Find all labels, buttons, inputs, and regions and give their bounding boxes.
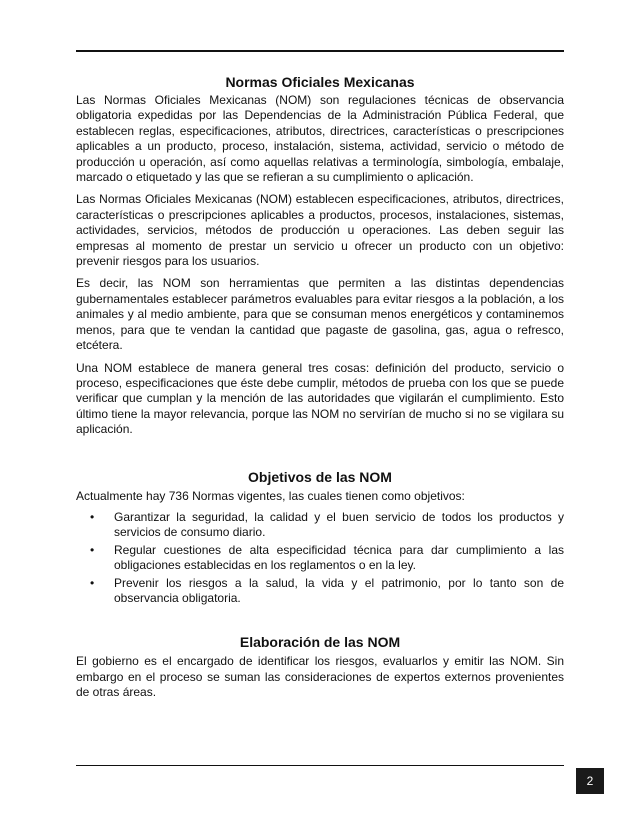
page-number: 2	[576, 768, 604, 794]
section-title-normas: Normas Oficiales Mexicanas	[225, 74, 415, 90]
bullet-icon: •	[90, 509, 95, 524]
paragraph: Las Normas Oficiales Mexicanas (NOM) son regulaciones técnicas de observancia obligatoria expedidas por las Dependencias de la Administración Pública Federal, que establecen reglas, especificaciones, atributos, directrices, características o prescripciones aplicables a un producto, proceso, instalación, sistema, actividad, servicio o método de producción u operación, así como aquellas relativas a terminología, simbología, embalaje, marcado o etiquetado y las que se refieran a su cumplimiento o aplicación.	[76, 93, 564, 185]
list-item-text: Regular cuestiones de alta especificidad técnica para dar cumplimiento a las obligaciones establecidas en los reglamentos o en la ley.	[114, 542, 564, 573]
list-item	[90, 542, 564, 574]
list-item	[90, 509, 564, 541]
paragraph: Una NOM establece de manera general tres cosas: definición del producto, servicio o proceso, especificaciones que éste debe cumplir, métodos de prueba con los que se puede verificar que cumplan y la mención de las autoridades que vigilarán el cumplimiento. Esto último tiene la mayor relevancia, porque las NOM no servirían de mucho si no se vigilara su aplicación.	[76, 360, 564, 437]
list-item	[90, 575, 564, 607]
bullet-icon: •	[90, 575, 95, 590]
page-content	[76, 74, 564, 708]
section-title-elaboracion: Elaboración de las NOM	[239, 634, 401, 651]
list-item-text: Prevenir los riesgos a la salud, la vida y el patrimonio, por lo tanto son de observancia obligatoria.	[114, 575, 564, 605]
paragraph: Las Normas Oficiales Mexicanas (NOM) establecen especificaciones, atributos, directrices, características o prescripciones aplicables a productos, procesos, instalaciones, sistemas, actividades, servicios, métodos de producción u operaciones. Las deben seguir las empresas al momento de prestar un servicio u ofrecer un producto con un objetivo: prevenir riesgos para los usuarios.	[76, 192, 564, 269]
paragraph: El gobierno es el encargado de identificar los riesgos, evaluarlos y emitir las NOM. Sin embargo en el proceso se suman las consideraciones de expertos externos provenientes de otras áreas.	[76, 654, 564, 700]
objectives-list	[76, 510, 564, 606]
section-title-objetivos: Objetivos de las NOM	[248, 468, 392, 485]
footer-rule	[76, 765, 564, 766]
bullet-icon: •	[90, 542, 95, 557]
header-rule	[76, 50, 564, 52]
objectives-intro: Actualmente hay 736 Normas vigentes, las cuales tienen como objetivos:	[76, 488, 465, 503]
paragraph: Es decir, las NOM son herramientas que permiten a las distintas dependencias gubernamentales establecer parámetros evaluables para evitar riesgos a la población, a los animales y al medio ambiente, para que se consuman menos energéticos y contaminemos menos, para que te vendan la cantidad que pagaste de gasolina, gas, agua o refresco, etcétera.	[76, 276, 564, 353]
list-item-text: Garantizar la seguridad, la calidad y el buen servicio de todos los productos y servicios de consumo diario.	[114, 509, 564, 540]
